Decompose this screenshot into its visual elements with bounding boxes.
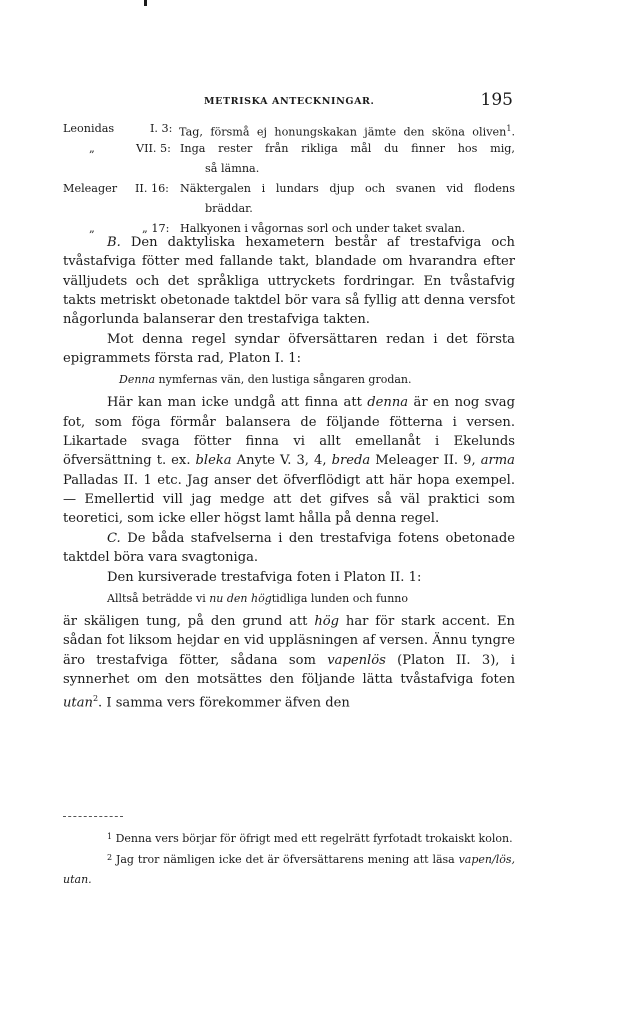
quote-line [63,139,515,159]
quote-ref: II. 16: [135,182,169,195]
quote-text: Näktergalen i lundars djup och svanen vid flodens [180,182,515,195]
paragraph-b: B. Den daktyliska hexametern består af trestafviga och tvåstafviga fötter med fallande takt, blandade om hvarandra efter välljudets och det språkliga uttryckets fordringar. En tvåstafvig takts metriskt obetonade taktdel bör vara så fyllig att denna versfot någorlunda balanserar den trestafviga takten. [63,235,515,328]
ink-speck [144,0,147,6]
section-label-c: C. [107,530,121,546]
paragraph: Här kan man icke undgå att finna att denna är en nog svag fot, som föga förmår balansera de följande fötterna i versen. Likartade svaga fötter finna vi allt emellanåt i Ekelunds öfversättning t. ex. bleka Anyte V. 3, 4, breda Meleager II. 9, arma Palladas II. 1 etc. Jag anser det öfverflödigt att här hopa exempel. — Emellertid vill jag medge att det gifves så väl praktici som teoretici, som icke eller högst lamt hålla på denna regel. [63,395,515,527]
epigram-quotes [63,119,515,239]
page-number: 195 [480,90,513,110]
quote-author: „ [89,142,95,155]
verse-example: Denna nymfernas vän, den lustiga sångaren grodan. [119,373,412,387]
footnote-2: $^2$ Jag tror nämligen icke det är öfversättarens mening att läsa vapen/lös, utan. [63,852,515,886]
quote-line [63,119,515,139]
footnote-separator [63,816,123,817]
footnotes [63,829,515,891]
running-header [63,88,515,112]
footnote-1: $^1$ Denna vers börjar för öfrigt med ett regelrätt fyrfotadt trokaiskt kolon. [107,832,513,845]
verse-example: Alltså beträdde vi nu den högtidliga lunden och funno [107,591,409,605]
footnote-mark-2: 2 [92,694,99,704]
quote-text: bräddar. [205,202,253,215]
quote-ref: VII. 5: [136,142,171,155]
paragraph: Mot denna regel syndar öfversättaren redan i det första epigrammets första rad, Platon I. 1: [63,331,515,367]
quote-text: Tag, försmå ej honungskakan jämte den sköna oliven$^1$. [179,124,515,139]
paragraph: Den kursiverade trestafviga foten i Platon II. 1: [107,569,422,585]
paragraph-c: C. De båda stafvelserna i den trestafviga fotens obetonade taktdel böra vara svagtoniga. [63,530,515,566]
main-text [63,233,515,713]
header-title: METRISKA ANTECKNINGAR. [204,96,375,107]
quote-line [63,159,515,179]
section-label-b: B. [107,235,121,250]
quote-ref: I. 3: [150,122,173,135]
footnote-mark-1: 1 [506,124,512,133]
paragraph: är skäligen tung, på den grund att hög har för stark accent. En sådan fot liksom hejdar en vid uppläsningen af versen. Ännu tyngre äro trestafviga fötter, sådana som vapenlös (Platon II. 3), i synnerhet om den motsättes den följande lätta tvåstafviga foten utan$^2$. I samma vers förekommer äfven den [63,613,515,711]
quote-author: Meleager [63,182,118,195]
quote-line [63,179,515,199]
quote-ref: „ 17: [142,222,170,235]
quote-author: „ [89,222,95,235]
quote-author: Leonidas [63,122,115,135]
quote-text: Inga rester från rikliga mål du finner hos mig, [180,142,515,155]
quote-text: så lämna. [205,162,260,175]
quote-text: Halkyonen i vågornas sorl och under taket svalan. [180,222,466,235]
quote-line [63,199,515,219]
